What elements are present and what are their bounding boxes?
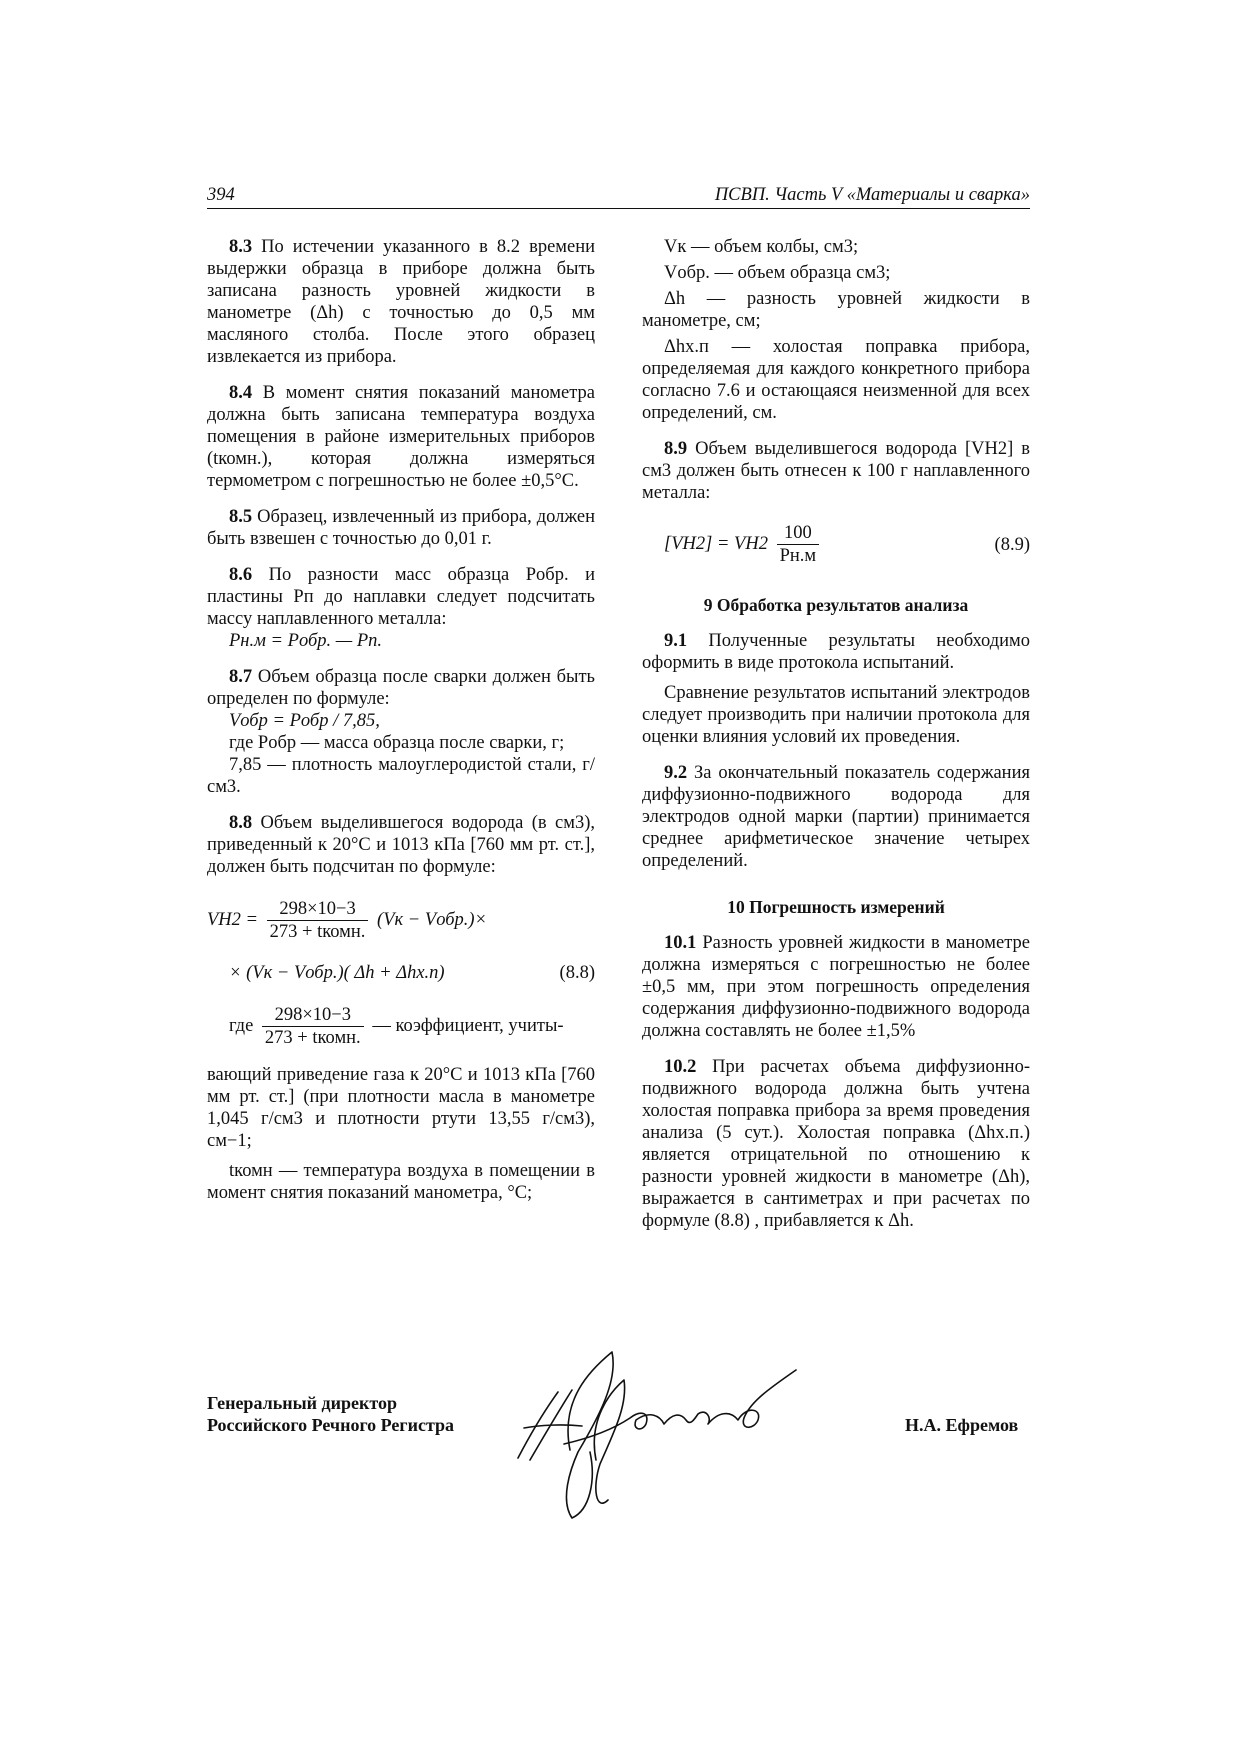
- clause-number: 8.5: [229, 507, 253, 527]
- formula-term: (Vк − Vобр.)×: [377, 909, 488, 930]
- clause-number: 9.1: [664, 631, 688, 651]
- clause-10-2: [642, 1056, 1030, 1232]
- clause-text: По разности масс образца Pобр. и пластины Pп до наплавки следует подсчитать массу наплавленного металла:: [207, 565, 595, 629]
- definition-blank-correction: Δhх.п — холостая поправка прибора, определяемая для каждого конкретного прибора согласно 7.6 и остающаяся неизменной для всех определений, см.: [642, 337, 1030, 423]
- formula-volume: Vобр = Pобр / 7,85,: [229, 711, 380, 731]
- coefficient-explanation: вающий приведение газа к 20°С и 1013 кПа [760 мм рт. ст.] (при плотности масла в манометре 1,045 г/см3 и плотности ртути 13,55 г/см3), см−1;: [207, 1065, 595, 1151]
- fraction-numerator: 298×10−3: [267, 898, 369, 921]
- fraction-denominator: Pн.м: [779, 546, 817, 566]
- clause-8-6: [207, 564, 595, 630]
- clause-9-1-continuation: Сравнение результатов испытаний электродов следует производить при наличии протокола для оценки влияния условий их проведения.: [642, 683, 1030, 747]
- clause-8-9: [642, 438, 1030, 504]
- fraction-denominator: 273 + tкомн.: [269, 922, 366, 942]
- clause-9-2: [642, 762, 1030, 872]
- formula-term: × (Vк − Vобр.)( Δh + Δhх.п): [229, 963, 445, 983]
- clause-number: 8.7: [229, 667, 253, 687]
- definition-flask-volume: Vк — объем колбы, см3;: [664, 237, 859, 257]
- clause-8-5: [207, 506, 595, 550]
- clause-8-3: [207, 236, 595, 368]
- page-number: 394: [207, 185, 235, 205]
- clause-number: 8.9: [664, 439, 688, 459]
- clause-text: При расчетах объема диффузионно-подвижного водорода должна быть учтена холостая поправка прибора за время проведения анализа (5 сут.). Холостая поправка (Δhх.п.) является отрицательной по отношению к разности уровней жидкости в манометре (Δh), выражается в сантиметрах и при расчетах по формуле (8.8) , прибавляется к Δh.: [642, 1057, 1030, 1231]
- definition-text: — коэффициент, учиты-: [372, 1015, 564, 1036]
- clause-text: За окончательный показатель содержания диффузионно-подвижного водорода для электродов одной марки (партии) принимается среднее арифметическое значение четырех определений.: [642, 763, 1030, 871]
- page-header: [207, 184, 1030, 209]
- fraction-denominator: 273 + tкомн.: [264, 1028, 361, 1048]
- definition-mass: где Pобр — масса образца после сварки, г;: [229, 733, 565, 753]
- right-column: [642, 236, 1030, 1232]
- clause-number: 8.6: [229, 565, 253, 585]
- definition-prefix: где: [229, 1015, 254, 1036]
- clause-text: Объем образца после сварки должен быть определен по формуле:: [207, 667, 595, 709]
- clause-text: Полученные результаты необходимо оформить в виде протокола испытаний.: [642, 631, 1030, 673]
- formula-8-9: [642, 522, 1030, 570]
- formula-mass: Pн.м = Pобр. — Pп.: [229, 631, 383, 651]
- signatory-name: Н.А. Ефремов: [905, 1415, 1019, 1435]
- section-heading-10: 10 Погрешность измерений: [727, 897, 945, 917]
- position-line-1: Генеральный директор: [207, 1393, 397, 1413]
- clause-text: В момент снятия показаний манометра должна быть записана температура воздуха помещения в районе измерительных приборов (tкомн.), которая должна измеряться термометром с погрешностью не более ±0,5°С.: [207, 383, 595, 491]
- position-line-2: Российского Речного Регистра: [207, 1415, 455, 1435]
- running-title: ПСВП. Часть V «Материалы и сварка»: [714, 185, 1030, 205]
- formula-lhs: VH2 =: [207, 909, 259, 930]
- formula-8-8-line2: [207, 958, 595, 988]
- formula-8-8-line1: [207, 898, 595, 946]
- clause-9-1: [642, 630, 1030, 674]
- formula-fraction: [267, 898, 369, 943]
- clause-number: 9.2: [664, 763, 688, 783]
- definition-sample-volume: Vобр. — объем образца см3;: [664, 263, 891, 283]
- clause-8-7: [207, 666, 595, 710]
- clause-text: Объем выделившегося водорода [VH2] в см3 должен быть отнесен к 100 г наплавленного металла:: [642, 439, 1030, 503]
- clause-8-4: [207, 382, 595, 492]
- clause-text: По истечении указанного в 8.2 времени выдержки образца в приборе должна быть записана разность уровней жидкости в манометре (Δh) с точностью до 0,5 мм масляного столба. После этого образец извлекается из прибора.: [207, 237, 595, 367]
- fraction-numerator: 100: [777, 522, 820, 545]
- clause-text: Образец, извлеченный из прибора, должен быть взвешен с точностью до 0,01 г.: [207, 507, 595, 549]
- equation-number: (8.9): [994, 535, 1030, 555]
- clause-number: 8.4: [229, 383, 253, 403]
- clause-number: 8.3: [229, 237, 253, 257]
- definition-density: 7,85 — плотность малоуглеродистой стали, г/см3.: [207, 755, 595, 797]
- definition-level-difference: Δh — разность уровней жидкости в манометре, см;: [642, 289, 1030, 331]
- coefficient-fraction: [262, 1004, 364, 1049]
- clause-number: 10.1: [664, 933, 697, 953]
- clause-number: 8.8: [229, 813, 253, 833]
- definition-temperature: tкомн — температура воздуха в помещении в момент снятия показаний манометра, °С;: [207, 1161, 595, 1203]
- section-heading-9: 9 Обработка результатов анализа: [703, 595, 969, 615]
- fraction-numerator: 298×10−3: [262, 1004, 364, 1027]
- equation-number: (8.8): [559, 963, 595, 983]
- clause-text: Объем выделившегося водорода (в см3), приведенный к 20°С и 1013 кПа [760 мм рт. ст.], должен быть подсчитан по формуле:: [207, 813, 595, 877]
- left-column: [207, 236, 595, 1204]
- clause-10-1: [642, 932, 1030, 1042]
- coefficient-definition: [207, 1004, 595, 1052]
- clause-8-8: [207, 812, 595, 878]
- formula-lhs: [VH2] = VH2: [664, 533, 768, 554]
- clause-number: 10.2: [664, 1057, 697, 1077]
- signatory-position: [207, 1392, 454, 1436]
- formula-fraction: [777, 522, 820, 567]
- clause-text: Разность уровней жидкости в манометре должна измеряться с погрешностью не более ±0,5 мм, при этом погрешность определения содержания диффузионно-подвижного водорода должна составлять не более ±1,5%: [642, 933, 1030, 1041]
- handwritten-signature: [500, 1340, 800, 1530]
